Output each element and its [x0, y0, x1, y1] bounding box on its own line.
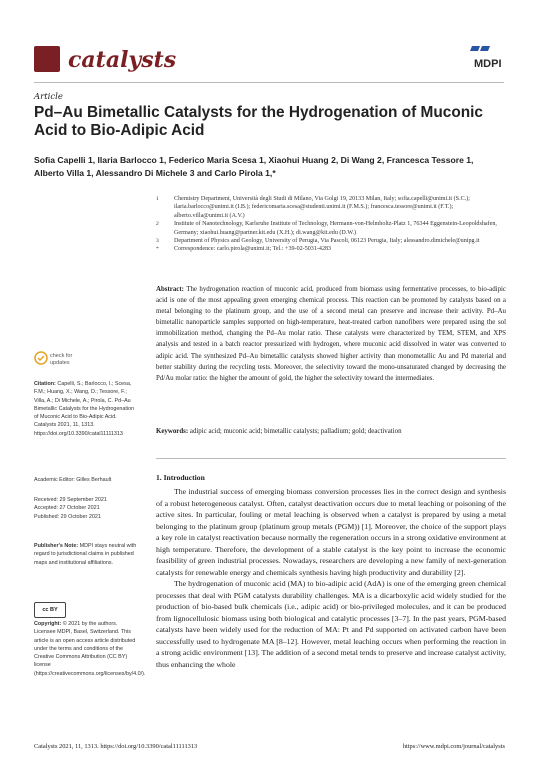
- footer-citation: Catalysts 2021, 11, 1313. https://doi.org/10.3390/catal11111313: [34, 743, 198, 750]
- paragraph-1: The industrial success of emerging biomass conversion processes lies in the correct design and synthesis of a robust heterogeneous catalyst. Often, catalyst deactivation occurs due to metal leaching or poisoning of the active sites. In particular, fouling or metal leaching is observed when a catalyst is prepared by using a metal belonging to the platinum group (platinum group metals (PGM)) [1]. Moreover, the choice of the support plays a key role in catalyst reactivation because normally the regeneration occurs in a strong oxidative environment at high temperature. Therefore, the development of a stable catalyst is the key point to increase the economic feasibility of green industrial processes. Nowadays, researchers are developing a new family of next-generation catalysts for renewable energy and chemicals synthesis having high productivity and durability [2].: [156, 487, 506, 577]
- publisher-note-label: Publisher's Note:: [34, 543, 79, 549]
- journal-logo-icon: [34, 46, 60, 72]
- publication-dates: [34, 496, 138, 521]
- section-heading: 1. Introduction: [156, 473, 205, 482]
- journal-name: catalysts: [68, 47, 177, 73]
- cc-license-badge[interactable]: cc BY: [34, 602, 66, 618]
- check-for-updates-label[interactable]: check for updates: [50, 353, 73, 366]
- authors-line-2: Alberto Villa 1, Alessandro Di Michele 3 and Carlo Pirola 1,*: [34, 168, 276, 178]
- article-type: Article: [34, 92, 63, 102]
- accepted-date: Accepted: 27 October 2021: [34, 505, 100, 512]
- citation-label: Citation:: [34, 381, 56, 387]
- abstract-label: Abstract:: [156, 286, 184, 293]
- published-date: Published: 29 October 2021: [34, 513, 101, 520]
- keywords-label: Keywords:: [156, 428, 189, 435]
- citation-text: Capelli, S.; Barlocco, I.; Scesa, F.M.; Huang, X.; Wang, D.; Tessore, F.; Villa, A.; Di Michele, A.; Pirola, C. Pd–Au Bimetallic Catalysts for the Hydrogenation of Muconic Acid to Bio-Adipic Acid. Catalysts 2021, 11, 1313. https://doi.org/10.3390/catal11111313: [34, 381, 135, 437]
- received-date: Received: 29 September 2021: [34, 497, 107, 503]
- affiliation-3: 3 Department of Physics and Geology, University of Perugia, Via Pascoli, 06123 Perugia, Italy; alessandro.dimichele@unipg.it: [156, 238, 480, 245]
- keywords-text: adipic acid; muconic acid; bimetallic catalysts; palladium; gold; deactivation: [189, 428, 402, 435]
- footer-journal-link[interactable]: https://www.mdpi.com/journal/catalysts: [402, 743, 505, 750]
- abstract: [156, 284, 506, 384]
- citation: [34, 380, 138, 438]
- affiliation-2: 2 Institute of Nanotechnology, Karlsruhe Institute of Technology, Hermann-von-Helmholtz-Platz 1, 76344 Eggenstein-Leopoldshafen, Germany; xiaohui.huang@partner.kit.edu (X.H.); di.wang@kit.edu (D.W.): [156, 221, 497, 236]
- abstract-text: The hydrogenation reaction of muconic acid, produced from biomass using fermentative processes, to bio-adipic acid is one of the most appealing green emerging chemical process. This reaction can be promoted by catalysts based on a metal belonging to the platinum group, and the use of a second metal can preserve and increase their activity. Pd–Au bimetallic nanoparticle samples supported on high-temperature, heat-treated carbon nanofibers were prepared using the sol immobilization method, changing the Pd–Au molar ratio. These catalysts were characterized by TEM, STEM, and XPS analysis and tested in a batch reactor pressurized with hydrogen, where muconic acid dissolved in water was converted to adipic acid. The synthesized Pd–Au bimetallic catalysts showed higher activity than monometallic Au and Pd material and better stability during the recycling tests. Moreover, the selectivity toward the mono-unsaturated changed by decreasing the Pd/Au molar ratio: the higher the amount of gold, the higher the selectivity toward the intermediates.: [156, 286, 506, 382]
- author-list: [34, 154, 504, 180]
- copyright-label: Copyright:: [34, 621, 62, 627]
- header-divider: [34, 82, 504, 83]
- check-for-updates-icon[interactable]: [34, 351, 48, 365]
- copyright: [34, 620, 146, 678]
- keywords-divider: [156, 458, 506, 459]
- publisher-name: MDPI: [474, 58, 502, 70]
- keywords: [156, 427, 506, 437]
- publisher-note: [34, 542, 138, 567]
- correspondence: * Correspondence: carlo.pirola@unimi.it; Tel.: +39-02-5031-4283: [156, 246, 332, 253]
- publisher-note-text: MDPI stays neutral with regard to jurisdictional claims in published maps and institutional affiliations.: [34, 543, 137, 566]
- authors-line-1: Sofia Capelli 1, Ilaria Barlocco 1, Federico Maria Scesa 1, Xiaohui Huang 2, Di Wang 2, Francesca Tessore 1,: [34, 155, 474, 165]
- paragraph-2: The hydrogenation of muconic acid (MA) to bio-adipic acid (AdA) is one of the emerging green chemical processes that deal with PGM catalysts durability challenges. MA is a dicarboxylic acid widely studied for the production of bio-based bulk chemicals (i.e., adipic acid) or bio-privileged molecules, and it can be produced from lignocellulosic biomass using both biological and catalytic processes [3–7]. In the past years, PGM-based catalysts have been widely used for the reduction of MA: Pt and Pd supported on activated carbon have been successfully used to hydrogenate MA [8–12]. However, metal leaching occurs when performing the reaction in a strong acidic environment [13]. The addition of a second metal tends to preserve and increase catalyst activity, thus enhancing the whole: [156, 579, 506, 669]
- affiliations: [156, 195, 506, 254]
- copyright-text: © 2021 by the authors. Licensee MDPI, Basel, Switzerland. This article is an open access article distributed under the terms and conditions of the Creative Commons Attribution (CC BY) license (https://creativecommons.org/licenses/by/4.0/).: [34, 621, 146, 677]
- affiliation-1: 1 Chemistry Department, Università degli Studi di Milano, Via Golgi 19, 20133 Milan, Italy; sofia.capelli@unimi.it (S.C.); ilaria.barlocco@unimi.it (I.B.); federicomaria.scesa@studenti.unimi.it (F.M.S.); francesca.tessore@unimi.it (F.T.); alberto.villa@unimi.it (A.V.): [156, 196, 470, 219]
- introduction-body: [156, 486, 506, 670]
- article-title: Pd–Au Bimetallic Catalysts for the Hydrogenation of Muconic Acid to Bio-Adipic Acid: [34, 104, 483, 139]
- academic-editor: Academic Editor: Gilles Berhault: [34, 477, 112, 483]
